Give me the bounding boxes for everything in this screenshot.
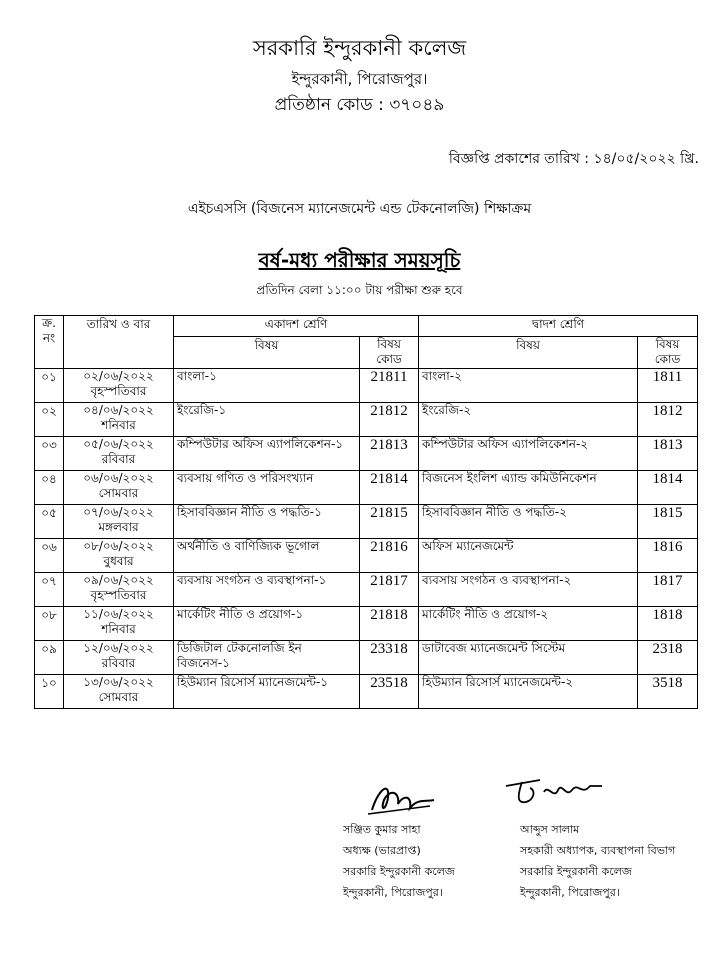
date-cell — [64, 641, 174, 675]
code-11-c11-text: 21817 — [370, 573, 408, 589]
header-class-11: একাদশ শ্রেণি — [174, 316, 419, 337]
subject-12-cell — [419, 505, 638, 539]
assistant-professor-title: সহকারী অধ্যাপক, ব্যবস্থাপনা বিভাগ — [520, 844, 676, 857]
subject-11-cell — [174, 573, 360, 607]
code-12-cell — [638, 403, 698, 437]
code-12-cell — [638, 471, 698, 505]
header-subject-12: বিষয় — [419, 337, 638, 369]
date-day-text: বৃহস্পতিবার — [90, 384, 147, 398]
table-row — [35, 607, 698, 641]
institution-code: প্রতিষ্ঠান কোড : ৩৭০৪৯ — [274, 95, 445, 115]
date-date-text: ১১/০৬/২০২২ — [83, 607, 154, 621]
table-row — [35, 539, 698, 573]
code-12-c12-text: 1815 — [652, 505, 683, 521]
date-cell — [64, 607, 174, 641]
college-address: ইন্দুরকানী, পিরোজপুর। — [291, 70, 428, 88]
serial-cell — [35, 539, 64, 573]
code-12-cell — [638, 573, 698, 607]
table-row — [35, 505, 698, 539]
code-11-c11-text: 21815 — [370, 505, 408, 521]
code-11-cell — [360, 505, 419, 539]
table-row — [35, 675, 698, 709]
code-12-cell — [638, 369, 698, 403]
code-12-cell — [638, 675, 698, 709]
principal-org: সরকারি ইন্দুরকানী কলেজ — [343, 865, 455, 878]
table-row — [35, 403, 698, 437]
serial-cell — [35, 403, 64, 437]
subject-11-cell — [174, 403, 360, 437]
header-serial: ক্র. নং — [35, 316, 64, 369]
date-day-text: শনিবার — [101, 418, 136, 432]
code-11-c11-text: 23518 — [370, 675, 408, 691]
date-cell — [64, 539, 174, 573]
date-day-text: সোমবার — [98, 690, 139, 704]
serial-sl-text: ০৭ — [41, 574, 57, 588]
date-date-text: ০২/০৬/২০২২ — [83, 369, 154, 383]
serial-cell — [35, 607, 64, 641]
table-row — [35, 369, 698, 403]
date-cell — [64, 403, 174, 437]
subject-12-s12-text: মার্কেটিং নীতি ও প্রয়োগ-২ — [422, 607, 549, 621]
code-12-c12-text: 1812 — [652, 403, 683, 419]
header-code-11: বিষয় কোড — [360, 337, 419, 369]
header-class-12: দ্বাদশ শ্রেণি — [419, 316, 698, 337]
assistant-professor-signature-block — [520, 819, 675, 903]
subject-12-cell — [419, 539, 638, 573]
code-11-cell — [360, 539, 419, 573]
subject-11-s11-text: হিসাববিজ্ঞান নীতি ও পদ্ধতি-১ — [177, 505, 322, 519]
subject-12-s12-text: ডাটাবেজ ম্যানেজমেন্ট সিস্টেম — [422, 641, 566, 655]
heading-text: বর্ষ-মধ্য পরীক্ষার সময়সূচি — [258, 248, 461, 272]
code-12-c12-text: 1816 — [652, 539, 683, 555]
date-date-text: ০৪/০৬/২০২২ — [83, 403, 154, 417]
subject-11-cell — [174, 369, 360, 403]
subject-12-s12-text: বিজনেস ইংলিশ এ্যান্ড কমিউনিকেশন — [422, 471, 597, 485]
subject-11-s11-text: ইংরেজি-১ — [177, 403, 227, 417]
serial-sl-text: ০৫ — [41, 506, 57, 520]
header-date: তারিখ ও বার — [64, 316, 174, 369]
code-11-cell — [360, 471, 419, 505]
table-header-row — [35, 316, 698, 337]
subject-11-s11-text: কম্পিউটার অফিস এ্যাপলিকেশন-১ — [177, 437, 344, 451]
subject-11-cell — [174, 607, 360, 641]
header-code-12: বিষয় কোড — [638, 337, 698, 369]
code-11-cell — [360, 369, 419, 403]
code-11-c11-text: 23318 — [370, 641, 408, 657]
principal-signature-block — [343, 819, 455, 903]
subject-11-cell — [174, 471, 360, 505]
date-date-text: ০৭/০৬/২০২২ — [83, 505, 154, 519]
subject-12-s12-text: হিউম্যান রিসোর্স ম্যানেজমেন্ট-২ — [422, 675, 574, 689]
code-11-c11-text: 21813 — [370, 437, 408, 453]
subject-12-s12-text: ইংরেজি-২ — [422, 403, 472, 417]
code-11-cell — [360, 607, 419, 641]
code-11-cell — [360, 403, 419, 437]
code-11-cell — [360, 675, 419, 709]
code-12-c12-text: 2318 — [652, 641, 683, 657]
code-12-c12-text: 1818 — [652, 607, 683, 623]
code-11-cell — [360, 573, 419, 607]
subject-11-cell — [174, 505, 360, 539]
subject-12-s12-text: বাংলা-২ — [422, 369, 462, 383]
code-11-c11-text: 21812 — [370, 403, 408, 419]
subject-11-cell — [174, 437, 360, 471]
code-11-c11-text: 21818 — [370, 607, 408, 623]
subject-12-cell — [419, 471, 638, 505]
serial-cell — [35, 471, 64, 505]
date-cell — [64, 573, 174, 607]
table-row — [35, 641, 698, 675]
assistant-professor-place: ইন্দুরকানী, পিরোজপুর। — [520, 886, 620, 899]
date-cell — [64, 471, 174, 505]
date-cell — [64, 505, 174, 539]
subject-11-cell — [174, 675, 360, 709]
serial-sl-text: ০৮ — [41, 608, 57, 622]
principal-place: ইন্দুরকানী, পিরোজপুর। — [343, 886, 443, 899]
daily-note: প্রতিদিন বেলা ১১:০০ টায় পরীক্ষা শুরু হবে — [256, 283, 463, 297]
serial-cell — [35, 641, 64, 675]
serial-cell — [35, 505, 64, 539]
serial-sl-text: ০৬ — [41, 540, 57, 554]
subject-12-cell — [419, 369, 638, 403]
code-11-c11-text: 21814 — [370, 471, 408, 487]
subject-12-cell — [419, 437, 638, 471]
date-day-text: বৃহস্পতিবার — [90, 588, 147, 602]
date-day-text: মঙ্গলবার — [98, 520, 139, 534]
date-day-text: শনিবার — [101, 622, 136, 636]
serial-cell — [35, 369, 64, 403]
principal-title: অধ্যক্ষ (ভারপ্রাপ্ত) — [343, 844, 421, 857]
assistant-professor-name: আব্দুস সালাম — [520, 823, 580, 836]
subject-12-cell — [419, 607, 638, 641]
principal-name: সঞ্জিত কুমার সাহা — [343, 823, 421, 836]
serial-cell — [35, 675, 64, 709]
date-cell — [64, 437, 174, 471]
subject-12-s12-text: হিসাববিজ্ঞান নীতি ও পদ্ধতি-২ — [422, 505, 567, 519]
serial-cell — [35, 573, 64, 607]
subject-12-cell — [419, 403, 638, 437]
schedule-table — [34, 315, 698, 709]
code-12-c12-text: 1811 — [652, 369, 683, 385]
subject-11-s11-text: ব্যবসায় সংগঠন ও ব্যবস্থাপনা-১ — [177, 573, 327, 587]
code-12-cell — [638, 539, 698, 573]
code-12-c12-text: 1814 — [652, 471, 683, 487]
program-name: এইচএসসি (বিজনেস ম্যানেজমেন্ট এন্ড টেকনোলজি) শিক্ষাক্রম — [187, 201, 532, 217]
code-11-cell — [360, 437, 419, 471]
date-date-text: ০৯/০৬/২০২২ — [83, 573, 154, 587]
subject-11-cell — [174, 641, 360, 675]
code-12-c12-text: 1813 — [652, 437, 683, 453]
table-row — [35, 437, 698, 471]
subject-12-s12-text: অফিস ম্যানেজমেন্ট — [422, 539, 514, 553]
serial-sl-text: ০৯ — [41, 642, 57, 656]
subject-11-s11-text: ব্যবসায় গণিত ও পরিসংখ্যান — [177, 471, 314, 485]
serial-cell — [35, 437, 64, 471]
date-cell — [64, 369, 174, 403]
table-row — [35, 573, 698, 607]
college-name: সরকারি ইন্দুরকানী কলেজ — [252, 36, 467, 60]
date-date-text: ০৬/০৬/২০২২ — [83, 471, 154, 485]
subject-11-cell — [174, 539, 360, 573]
subject-11-s11-text: বাংলা-১ — [177, 369, 217, 383]
subject-12-cell — [419, 573, 638, 607]
subject-11-s11-text: অর্থনীতি ও বাণিজ্যিক ভূগোল — [177, 539, 320, 553]
date-day-text: বুধবার — [103, 554, 134, 568]
code-12-cell — [638, 437, 698, 471]
date-day-text: সোমবার — [98, 486, 139, 500]
subject-12-s12-text: ব্যবসায় সংগঠন ও ব্যবস্থাপনা-২ — [422, 573, 572, 587]
subject-12-cell — [419, 641, 638, 675]
publish-date: বিজ্ঞপ্তি প্রকাশের তারিখ : ১৪/০৫/২০২২ খ্রি. — [448, 151, 699, 167]
code-11-c11-text: 21816 — [370, 539, 408, 555]
principal-signature — [360, 770, 440, 820]
serial-sl-text: ০১ — [41, 370, 57, 384]
date-day-text: রবিবার — [101, 452, 136, 466]
header-subject-11: বিষয় — [174, 337, 360, 369]
assistant-professor-signature — [500, 772, 610, 812]
assistant-professor-org: সরকারি ইন্দুরকানী কলেজ — [520, 865, 632, 878]
code-12-cell — [638, 607, 698, 641]
serial-sl-text: ০৩ — [41, 438, 57, 452]
serial-sl-text: ০২ — [41, 404, 57, 418]
date-date-text: ০৮/০৬/২০২২ — [83, 539, 154, 553]
code-11-cell — [360, 641, 419, 675]
code-12-cell — [638, 505, 698, 539]
subject-12-cell — [419, 675, 638, 709]
serial-sl-text: ১০ — [41, 676, 57, 690]
code-11-c11-text: 21811 — [370, 369, 408, 385]
date-day-text: রবিবার — [101, 656, 136, 670]
code-12-c12-text: 3518 — [652, 675, 683, 691]
date-date-text: ১২/০৬/২০২২ — [83, 641, 154, 655]
code-12-c12-text: 1817 — [652, 573, 683, 589]
subject-11-s11-text: মার্কেটিং নীতি ও প্রয়োগ-১ — [177, 607, 304, 621]
subject-11-s11-text: ডিজিটাল টেকনোলজি ইন বিজনেস-১ — [177, 641, 302, 670]
code-12-cell — [638, 641, 698, 675]
page-heading — [0, 246, 719, 279]
date-cell — [64, 675, 174, 709]
date-date-text: ১৩/০৬/২০২২ — [83, 675, 154, 689]
serial-sl-text: ০৪ — [41, 472, 57, 486]
subject-12-s12-text: কম্পিউটার অফিস এ্যাপলিকেশন-২ — [422, 437, 589, 451]
date-date-text: ০৫/০৬/২০২২ — [83, 437, 154, 451]
table-row — [35, 471, 698, 505]
subject-11-s11-text: হিউম্যান রিসোর্স ম্যানেজমেন্ট-১ — [177, 675, 329, 689]
